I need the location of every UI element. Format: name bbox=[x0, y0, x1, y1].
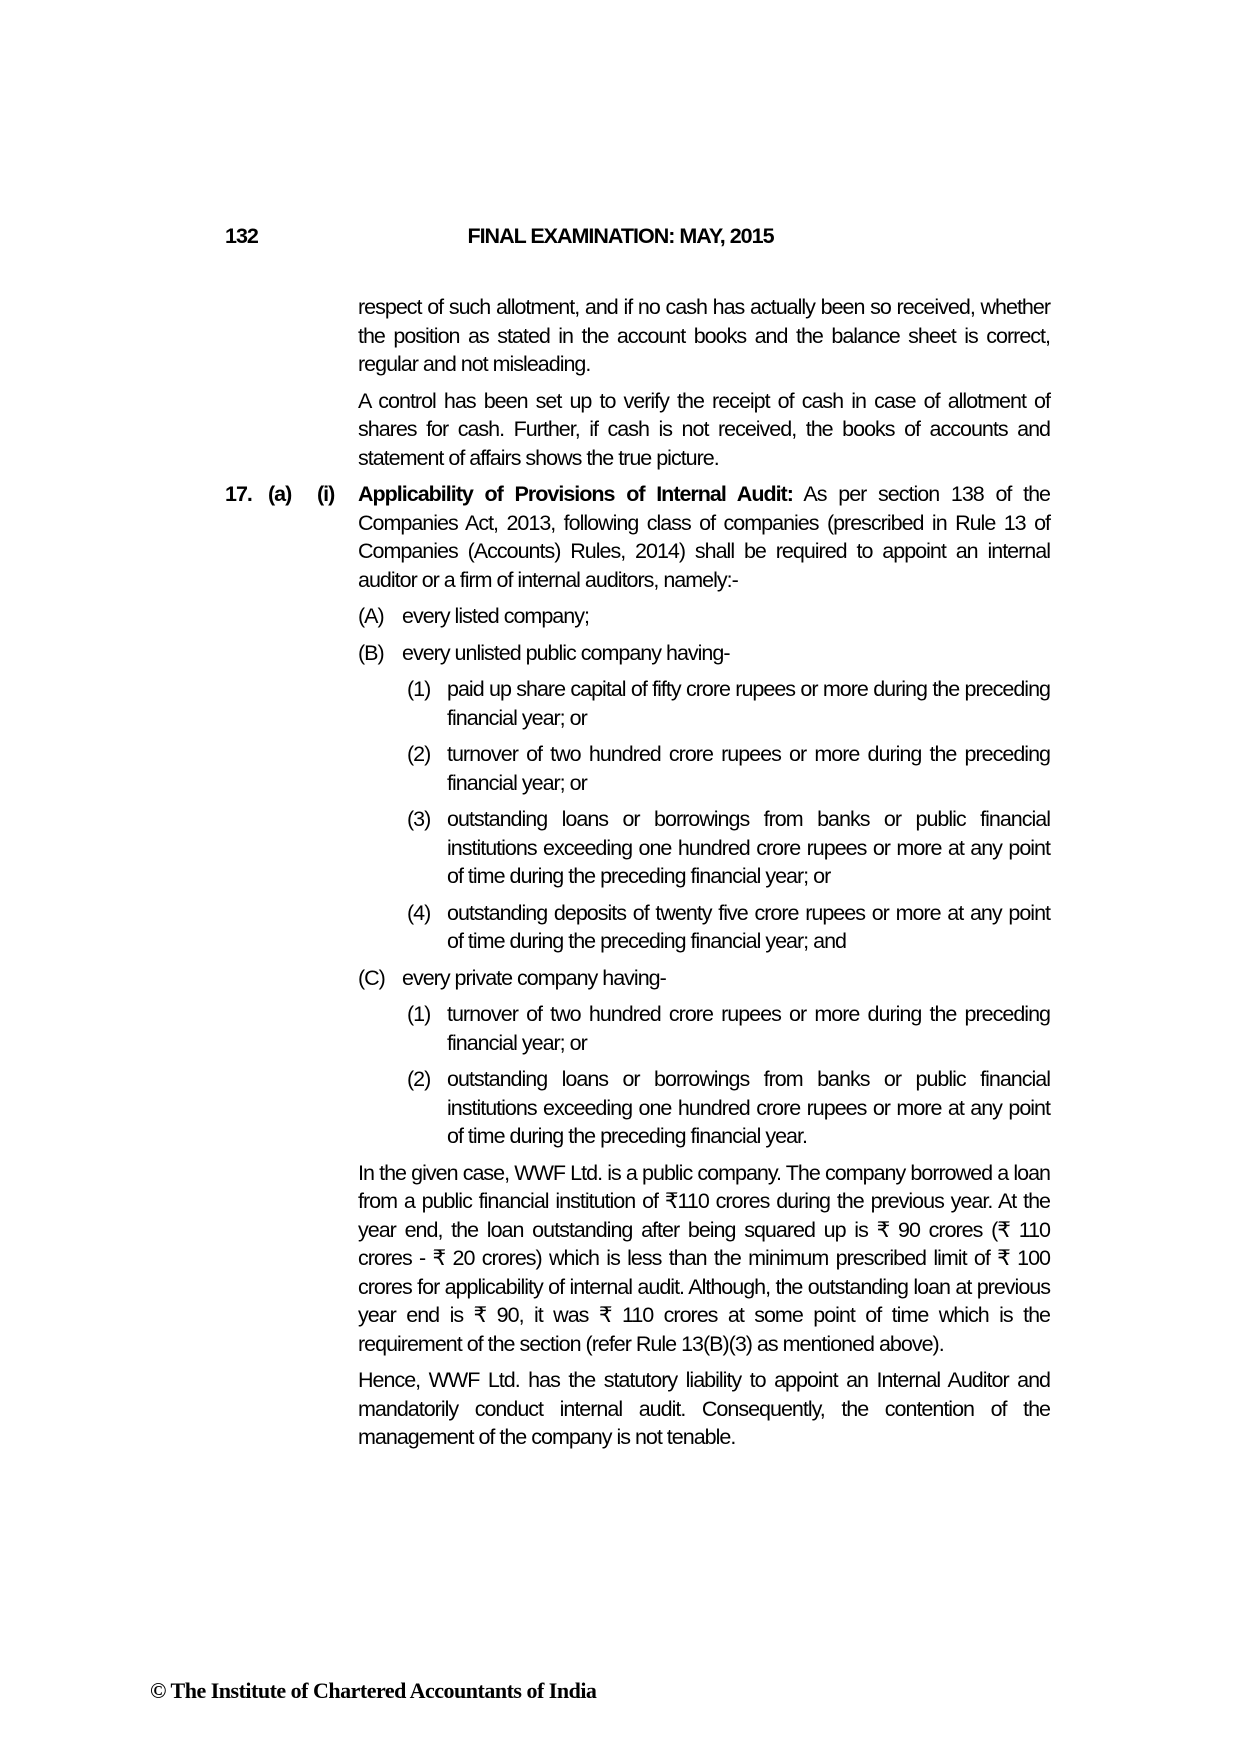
list-item-B2 bbox=[407, 740, 1051, 797]
list-marker: (1) bbox=[407, 677, 431, 701]
list-item-text: outstanding loans or borrowings from banks or public financial institutions exceeding one hundred crore rupees or more at any point of time during the preceding financial year; or bbox=[447, 807, 1050, 888]
running-header bbox=[0, 222, 1241, 246]
paragraph: In the given case, WWF Ltd. is a public company. The company borrowed a loan from a public financial institution of ₹110 crores during the previous year. At the year end, the loan outstanding after being squared up is ₹ 90 crores (₹ 110 crores - ₹ 20 crores) which is less than the minimum prescribed limit of ₹ 100 crores for applicability of internal audit. Although, the outstanding loan at previous year end is ₹ 90, it was ₹ 110 crores at some point of time which is the requirement of the section (refer Rule 13(B)(3) as mentioned above). bbox=[358, 1160, 1050, 1356]
list-item-C2 bbox=[407, 1065, 1051, 1151]
header-title: FINAL EXAMINATION: MAY, 2015 bbox=[467, 224, 774, 248]
list-marker: (B) bbox=[358, 640, 384, 665]
question-bold-lead: Applicability of Provisions of Internal Audit: bbox=[358, 482, 793, 506]
list-item-text: turnover of two hundred crore rupees or more during the preceding financial year; or bbox=[447, 1002, 1050, 1055]
list-marker: (2) bbox=[407, 742, 431, 766]
question-part-label: (a) bbox=[268, 482, 292, 506]
list-item-B3 bbox=[407, 805, 1051, 891]
list-item-C bbox=[358, 964, 1051, 993]
list-item-text: turnover of two hundred crore rupees or more during the preceding financial year; or bbox=[447, 742, 1050, 795]
paragraph: respect of such allotment, and if no cash has actually been so received, whether the position as stated in the account books and the balance sheet is correct, regular and not misleading. bbox=[358, 295, 1050, 376]
list-item-text: every private company having- bbox=[402, 965, 666, 990]
document-body bbox=[225, 293, 1051, 1460]
list-item-text: paid up share capital of fifty crore rupees or more during the preceding financial year; or bbox=[447, 677, 1050, 730]
list-item-text: outstanding deposits of twenty five crore rupees or more at any point of time during the preceding financial year; and bbox=[447, 900, 1050, 953]
list-item-A bbox=[358, 602, 1051, 631]
paragraph: A control has been set up to verify the receipt of cash in case of allotment of shares for cash. Further, if cash is not received, the books of accounts and statement of affairs shows the true picture. bbox=[358, 388, 1050, 470]
list-item-B1 bbox=[407, 675, 1051, 732]
question-item-17 bbox=[225, 480, 1051, 594]
list-marker: (4) bbox=[407, 900, 431, 925]
list-marker: (A) bbox=[358, 604, 384, 628]
list-item-text: every unlisted public company having- bbox=[402, 640, 730, 665]
list-marker: (1) bbox=[407, 1002, 431, 1026]
list-item-B4 bbox=[407, 899, 1051, 956]
paragraph: Hence, WWF Ltd. has the statutory liability to appoint an Internal Auditor and mandatorily conduct internal audit. Consequently, the contention of the management of the company is not tenable. bbox=[358, 1368, 1050, 1449]
question-subpart-label: (i) bbox=[317, 482, 335, 506]
list-item-text: outstanding loans or borrowings from banks or public financial institutions exceeding one hundred crore rupees or more at any point of time during the preceding financial year. bbox=[447, 1067, 1050, 1148]
list-marker: (C) bbox=[358, 965, 385, 990]
list-item-B bbox=[358, 639, 1051, 668]
list-marker: (2) bbox=[407, 1067, 431, 1091]
list-item-C1 bbox=[407, 1000, 1051, 1057]
copyright-footer: © The Institute of Chartered Accountants of India bbox=[150, 1678, 597, 1703]
question-body-text: As per section 138 of the Companies Act, 2013, following class of companies (prescribed in Rule 13 of Companies (Accounts) Rules, 2014) shall be required to appoint an internal auditor or a firm of internal auditors, namely:- bbox=[358, 482, 1050, 592]
question-text bbox=[358, 480, 1050, 594]
list-item-text: every listed company; bbox=[402, 604, 589, 628]
question-number: 17. bbox=[225, 482, 252, 506]
page-number: 132 bbox=[225, 224, 258, 248]
list-marker: (3) bbox=[407, 807, 431, 831]
